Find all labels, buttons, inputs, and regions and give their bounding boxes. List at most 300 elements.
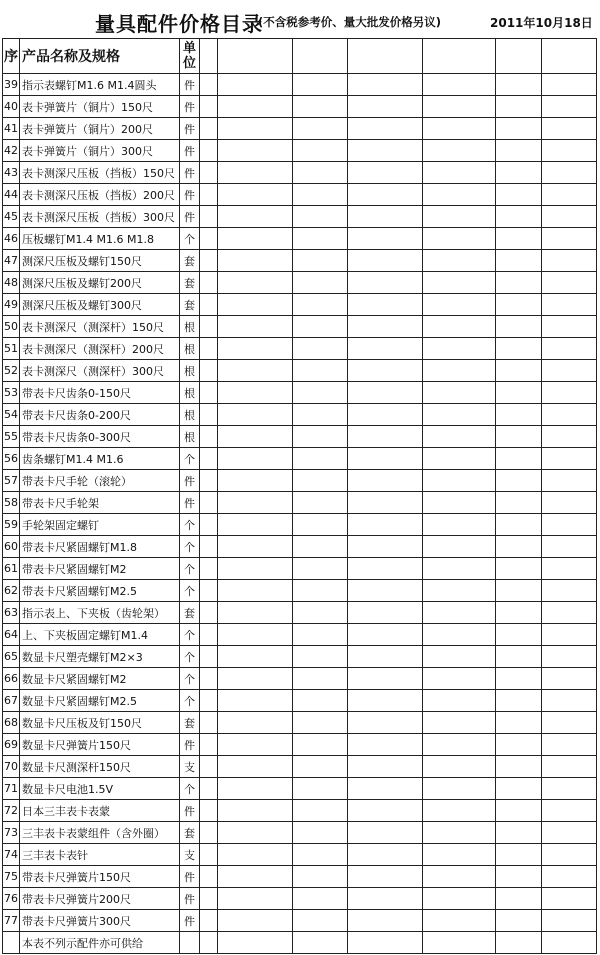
price-note: (不含税参考价、量大批发价格另议): [258, 15, 442, 29]
row-number: 69: [3, 734, 20, 756]
table-row: [3, 800, 597, 822]
blank-cell: [423, 118, 496, 140]
blank-cell: [542, 778, 597, 800]
row-number: 42: [3, 140, 20, 162]
blank-cell: [348, 162, 423, 184]
blank-cell: [348, 690, 423, 712]
blank-cell: [293, 206, 348, 228]
table-row: [3, 734, 597, 756]
blank-cell: [542, 140, 597, 162]
product-name: 带表卡尺手轮架: [20, 492, 180, 514]
blank-cell: [423, 184, 496, 206]
blank-cell: [423, 646, 496, 668]
blank-cell: [496, 74, 542, 96]
table-row: [3, 580, 597, 602]
blank-cell: [496, 514, 542, 536]
blank-cell: [542, 382, 597, 404]
blank-cell: [348, 448, 423, 470]
row-number: 40: [3, 96, 20, 118]
blank-cell: [423, 690, 496, 712]
product-unit: 个: [180, 690, 200, 712]
blank-cell: [218, 778, 293, 800]
row-number: 75: [3, 866, 20, 888]
table-row: [3, 558, 597, 580]
blank-cell: [200, 712, 218, 734]
blank-cell: [542, 602, 597, 624]
blank-cell: [496, 712, 542, 734]
column-header-name: 产品名称及规格: [20, 39, 180, 74]
blank-cell: [348, 932, 423, 954]
blank-cell: [542, 910, 597, 932]
blank-cell: [200, 470, 218, 492]
blank-cell: [218, 118, 293, 140]
blank-cell: [542, 624, 597, 646]
blank-cell: [496, 272, 542, 294]
table-row: [3, 448, 597, 470]
table-row: [3, 624, 597, 646]
blank-cell: [423, 206, 496, 228]
blank-cell: [200, 734, 218, 756]
blank-cell: [200, 316, 218, 338]
blank-cell: [496, 118, 542, 140]
row-number: 53: [3, 382, 20, 404]
page-title: 量具配件价格目录: [95, 12, 263, 36]
row-number: 50: [3, 316, 20, 338]
blank-cell: [218, 470, 293, 492]
blank-cell: [423, 338, 496, 360]
blank-cell: [348, 184, 423, 206]
blank-cell: [348, 382, 423, 404]
blank-cell: [218, 382, 293, 404]
table-row: [3, 184, 597, 206]
product-unit: 件: [180, 74, 200, 96]
product-unit: 个: [180, 624, 200, 646]
product-name: 表卡测深尺压板（挡板）150尺: [20, 162, 180, 184]
blank-cell: [200, 206, 218, 228]
table-row: [3, 932, 597, 954]
blank-cell: [348, 844, 423, 866]
blank-cell: [542, 206, 597, 228]
blank-cell: [200, 756, 218, 778]
product-unit: 套: [180, 272, 200, 294]
row-number: 51: [3, 338, 20, 360]
blank-cell: [423, 888, 496, 910]
blank-cell: [348, 646, 423, 668]
blank-cell: [542, 118, 597, 140]
blank-cell: [348, 558, 423, 580]
blank-cell: [348, 360, 423, 382]
blank-cell: [293, 470, 348, 492]
blank-cell: [542, 162, 597, 184]
product-unit: 个: [180, 228, 200, 250]
blank-cell: [293, 360, 348, 382]
row-number: 43: [3, 162, 20, 184]
blank-cell: [542, 712, 597, 734]
blank-cell: [348, 206, 423, 228]
blank-cell: [200, 866, 218, 888]
blank-cell: [218, 140, 293, 162]
blank-cell: [200, 800, 218, 822]
product-name: 指示表螺钉M1.6 M1.4圆头: [20, 74, 180, 96]
row-number: 41: [3, 118, 20, 140]
product-name: 数显卡尺紧固螺钉M2.5: [20, 690, 180, 712]
blank-cell: [348, 734, 423, 756]
blank-cell: [200, 228, 218, 250]
blank-cell: [542, 822, 597, 844]
table-row: [3, 96, 597, 118]
blank-cell: [218, 602, 293, 624]
row-number: 55: [3, 426, 20, 448]
blank-cell: [496, 910, 542, 932]
row-number: 64: [3, 624, 20, 646]
blank-cell: [542, 74, 597, 96]
blank-cell: [200, 184, 218, 206]
page-header: [0, 0, 600, 38]
blank-cell: [423, 602, 496, 624]
row-number: 44: [3, 184, 20, 206]
blank-cell: [218, 294, 293, 316]
row-number: 58: [3, 492, 20, 514]
blank-cell: [218, 448, 293, 470]
blank-cell: [348, 338, 423, 360]
blank-cell: [423, 580, 496, 602]
blank-cell: [293, 690, 348, 712]
blank-cell: [542, 580, 597, 602]
product-unit: 根: [180, 382, 200, 404]
blank-cell: [348, 778, 423, 800]
blank-cell: [542, 228, 597, 250]
blank-cell: [218, 558, 293, 580]
blank-cell: [496, 822, 542, 844]
blank-cell: [542, 492, 597, 514]
blank-cell: [348, 228, 423, 250]
blank-cell: [423, 404, 496, 426]
blank-cell: [200, 580, 218, 602]
blank-cell: [348, 272, 423, 294]
product-unit: 件: [180, 96, 200, 118]
product-unit: 套: [180, 822, 200, 844]
blank-cell: [200, 492, 218, 514]
blank-cell: [218, 822, 293, 844]
blank-cell: [496, 250, 542, 272]
blank-cell: [218, 844, 293, 866]
blank-cell: [423, 910, 496, 932]
blank-cell: [293, 338, 348, 360]
blank-cell: [348, 668, 423, 690]
blank-cell: [293, 932, 348, 954]
blank-cell: [496, 734, 542, 756]
product-name: 齿条螺钉M1.4 M1.6: [20, 448, 180, 470]
blank-cell: [200, 558, 218, 580]
blank-cell: [423, 712, 496, 734]
blank-cell: [542, 426, 597, 448]
blank-cell: [200, 250, 218, 272]
table-row: [3, 536, 597, 558]
product-name: 本表不列示配件亦可供给: [20, 932, 180, 954]
table-row: [3, 822, 597, 844]
table-row: [3, 360, 597, 382]
blank-cell: [423, 932, 496, 954]
blank-cell: [348, 910, 423, 932]
blank-cell: [348, 514, 423, 536]
blank-cell: [348, 492, 423, 514]
blank-cell: [423, 316, 496, 338]
blank-cell: [496, 404, 542, 426]
blank-cell: [423, 844, 496, 866]
row-number: 56: [3, 448, 20, 470]
blank-cell: [496, 140, 542, 162]
price-table: [2, 38, 597, 954]
blank-cell: [542, 338, 597, 360]
row-number: 70: [3, 756, 20, 778]
blank-cell: [218, 492, 293, 514]
product-unit: 个: [180, 778, 200, 800]
blank-cell: [542, 888, 597, 910]
blank-cell: [542, 646, 597, 668]
table-row: [3, 514, 597, 536]
blank-cell: [200, 536, 218, 558]
row-number: 74: [3, 844, 20, 866]
product-name: 压板螺钉M1.4 M1.6 M1.8: [20, 228, 180, 250]
blank-cell: [348, 74, 423, 96]
product-name: 指示表上、下夹板（齿轮架）: [20, 602, 180, 624]
table-row: [3, 844, 597, 866]
blank-cell: [423, 228, 496, 250]
blank-cell: [200, 822, 218, 844]
blank-cell: [293, 712, 348, 734]
blank-cell: [423, 800, 496, 822]
blank-cell: [218, 646, 293, 668]
blank-cell: [218, 580, 293, 602]
blank-cell: [200, 426, 218, 448]
blank-cell: [200, 888, 218, 910]
blank-cell: [496, 778, 542, 800]
blank-cell: [200, 118, 218, 140]
product-name: 表卡测深尺（测深杆）200尺: [20, 338, 180, 360]
blank-cell: [423, 624, 496, 646]
product-name: 数显卡尺塑壳螺钉M2×3: [20, 646, 180, 668]
blank-cell: [293, 734, 348, 756]
product-unit: 个: [180, 668, 200, 690]
blank-cell: [496, 800, 542, 822]
blank-cell: [218, 96, 293, 118]
product-name: 上、下夹板固定螺钉M1.4: [20, 624, 180, 646]
product-name: 数显卡尺弹簧片150尺: [20, 734, 180, 756]
blank-cell: [496, 470, 542, 492]
table-row: [3, 338, 597, 360]
product-name: 带表卡尺手轮（滚轮）: [20, 470, 180, 492]
row-number: 77: [3, 910, 20, 932]
blank-cell: [293, 492, 348, 514]
blank-cell: [293, 382, 348, 404]
blank-cell: [200, 778, 218, 800]
blank-cell: [218, 514, 293, 536]
product-name: 三丰表卡表针: [20, 844, 180, 866]
blank-cell: [200, 162, 218, 184]
blank-cell: [542, 250, 597, 272]
blank-cell: [542, 932, 597, 954]
blank-cell: [348, 888, 423, 910]
blank-cell: [496, 866, 542, 888]
blank-cell: [423, 470, 496, 492]
blank-cell: [200, 646, 218, 668]
blank-cell: [423, 668, 496, 690]
product-unit: 套: [180, 602, 200, 624]
product-name: 带表卡尺齿条0-200尺: [20, 404, 180, 426]
blank-cell: [218, 184, 293, 206]
blank-cell: [293, 316, 348, 338]
blank-cell: [293, 162, 348, 184]
blank-cell: [542, 866, 597, 888]
product-name: 数显卡尺紧固螺钉M2: [20, 668, 180, 690]
product-unit: 套: [180, 294, 200, 316]
blank-cell: [542, 558, 597, 580]
blank-cell: [348, 39, 423, 74]
blank-cell: [293, 888, 348, 910]
product-unit: 个: [180, 646, 200, 668]
blank-cell: [218, 888, 293, 910]
product-name: 三丰表卡表蒙组件（含外圈）: [20, 822, 180, 844]
blank-cell: [496, 96, 542, 118]
blank-cell: [293, 140, 348, 162]
blank-cell: [348, 426, 423, 448]
product-name: 测深尺压板及螺钉200尺: [20, 272, 180, 294]
blank-cell: [293, 910, 348, 932]
blank-cell: [542, 844, 597, 866]
blank-cell: [423, 822, 496, 844]
blank-cell: [496, 228, 542, 250]
product-unit: 个: [180, 448, 200, 470]
blank-cell: [496, 448, 542, 470]
blank-cell: [293, 602, 348, 624]
row-number: 61: [3, 558, 20, 580]
blank-cell: [218, 162, 293, 184]
blank-cell: [200, 624, 218, 646]
blank-cell: [423, 756, 496, 778]
blank-cell: [218, 426, 293, 448]
blank-cell: [200, 338, 218, 360]
blank-cell: [423, 96, 496, 118]
product-unit: 件: [180, 910, 200, 932]
blank-cell: [293, 558, 348, 580]
blank-cell: [423, 272, 496, 294]
blank-cell: [200, 360, 218, 382]
blank-cell: [200, 74, 218, 96]
table-row: [3, 228, 597, 250]
product-name: 带表卡尺紧固螺钉M2: [20, 558, 180, 580]
row-number: 76: [3, 888, 20, 910]
blank-cell: [218, 866, 293, 888]
blank-cell: [293, 778, 348, 800]
blank-cell: [496, 844, 542, 866]
product-unit: 件: [180, 888, 200, 910]
blank-cell: [423, 294, 496, 316]
blank-cell: [293, 184, 348, 206]
product-unit: 件: [180, 140, 200, 162]
product-unit: 件: [180, 118, 200, 140]
blank-cell: [200, 514, 218, 536]
row-number: 57: [3, 470, 20, 492]
table-row: [3, 206, 597, 228]
row-number: 47: [3, 250, 20, 272]
product-unit: 件: [180, 162, 200, 184]
table-row: [3, 492, 597, 514]
blank-cell: [218, 536, 293, 558]
blank-cell: [218, 250, 293, 272]
blank-cell: [293, 756, 348, 778]
blank-cell: [542, 514, 597, 536]
blank-cell: [348, 250, 423, 272]
blank-cell: [496, 184, 542, 206]
blank-cell: [423, 382, 496, 404]
product-name: 表卡弹簧片（铜片）200尺: [20, 118, 180, 140]
blank-cell: [542, 294, 597, 316]
blank-cell: [496, 888, 542, 910]
blank-cell: [293, 96, 348, 118]
product-name: 带表卡尺弹簧片200尺: [20, 888, 180, 910]
blank-cell: [423, 39, 496, 74]
product-unit: 件: [180, 470, 200, 492]
product-name: 数显卡尺测深杆150尺: [20, 756, 180, 778]
blank-cell: [423, 734, 496, 756]
blank-cell: [293, 448, 348, 470]
row-number: 45: [3, 206, 20, 228]
blank-cell: [542, 96, 597, 118]
product-unit: 根: [180, 404, 200, 426]
table-row: [3, 712, 597, 734]
blank-cell: [496, 602, 542, 624]
blank-cell: [348, 822, 423, 844]
blank-cell: [496, 39, 542, 74]
table-row: [3, 426, 597, 448]
blank-cell: [542, 800, 597, 822]
product-name: 表卡测深尺压板（挡板）300尺: [20, 206, 180, 228]
blank-cell: [293, 118, 348, 140]
row-number: 52: [3, 360, 20, 382]
product-unit: 个: [180, 558, 200, 580]
blank-cell: [348, 580, 423, 602]
blank-cell: [423, 74, 496, 96]
blank-cell: [200, 272, 218, 294]
product-unit: 支: [180, 844, 200, 866]
product-unit: 套: [180, 712, 200, 734]
blank-cell: [542, 668, 597, 690]
blank-cell: [218, 734, 293, 756]
table-row: [3, 272, 597, 294]
blank-cell: [496, 690, 542, 712]
blank-cell: [200, 932, 218, 954]
blank-cell: [218, 39, 293, 74]
blank-cell: [496, 536, 542, 558]
table-row: [3, 778, 597, 800]
table-row: [3, 646, 597, 668]
blank-cell: [423, 492, 496, 514]
product-name: 表卡弹簧片（铜片）150尺: [20, 96, 180, 118]
blank-cell: [218, 800, 293, 822]
blank-cell: [293, 866, 348, 888]
blank-cell: [348, 140, 423, 162]
blank-cell: [218, 690, 293, 712]
table-row: [3, 910, 597, 932]
blank-cell: [423, 360, 496, 382]
row-number: 71: [3, 778, 20, 800]
product-unit: 根: [180, 360, 200, 382]
catalog-date: 2011年10月18日: [490, 16, 593, 30]
blank-cell: [496, 360, 542, 382]
blank-cell: [293, 822, 348, 844]
blank-cell: [348, 316, 423, 338]
table-row: [3, 294, 597, 316]
